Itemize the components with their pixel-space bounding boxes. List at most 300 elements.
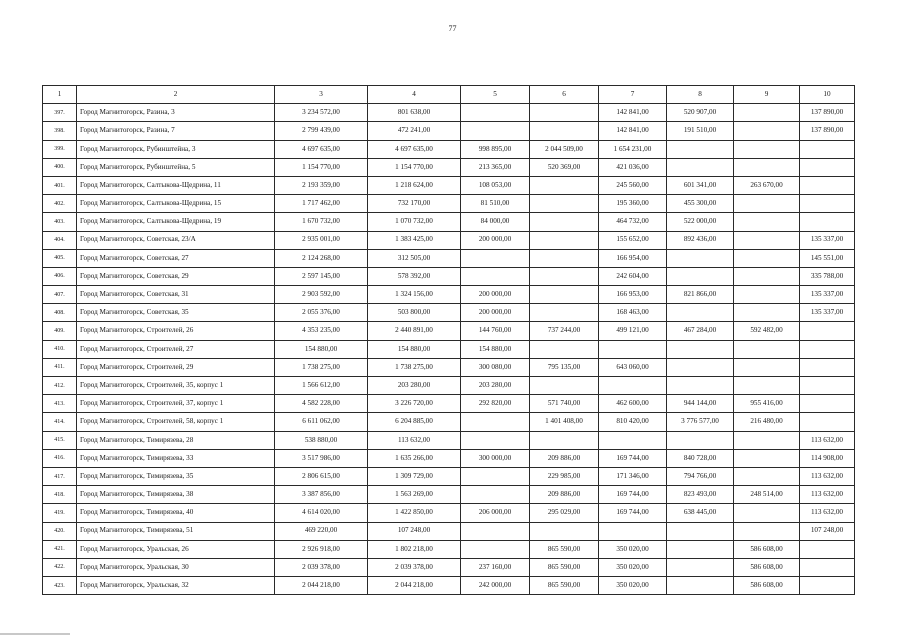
amount-cell: 840 728,00 <box>667 449 734 467</box>
table-body <box>43 104 855 595</box>
table-row <box>43 577 855 595</box>
table-row <box>43 158 855 176</box>
table-row <box>43 467 855 485</box>
amount-cell: 469 220,00 <box>275 522 368 540</box>
amount-cell: 1 422 850,00 <box>368 504 461 522</box>
address-cell: Город Магнитогорск, Разина, 7 <box>77 122 275 140</box>
amount-cell: 209 886,00 <box>530 486 599 504</box>
amount-cell <box>734 158 800 176</box>
amount-cell: 1 324 156,00 <box>368 286 461 304</box>
amount-cell: 1 218 624,00 <box>368 176 461 194</box>
amount-cell: 191 510,00 <box>667 122 734 140</box>
amount-cell: 1 383 425,00 <box>368 231 461 249</box>
amount-cell: 578 392,00 <box>368 267 461 285</box>
amount-cell <box>734 431 800 449</box>
amount-cell: 1 309 729,00 <box>368 467 461 485</box>
amount-cell <box>800 558 855 576</box>
table-row <box>43 122 855 140</box>
amount-cell <box>667 267 734 285</box>
amount-cell <box>461 249 530 267</box>
row-number-cell: 417. <box>43 467 77 485</box>
amount-cell: 795 135,00 <box>530 358 599 376</box>
table-row <box>43 286 855 304</box>
amount-cell: 113 632,00 <box>800 467 855 485</box>
row-number-cell: 411. <box>43 358 77 376</box>
amount-cell: 2 935 001,00 <box>275 231 368 249</box>
amount-cell: 137 890,00 <box>800 104 855 122</box>
amount-cell: 203 280,00 <box>368 377 461 395</box>
address-cell: Город Магнитогорск, Тимирязева, 38 <box>77 486 275 504</box>
amount-cell: 865 590,00 <box>530 577 599 595</box>
row-number-cell: 399. <box>43 140 77 158</box>
row-number-cell: 421. <box>43 540 77 558</box>
address-cell: Город Магнитогорск, Советская, 23/А <box>77 231 275 249</box>
amount-cell: 1 401 408,00 <box>530 413 599 431</box>
amount-cell <box>461 267 530 285</box>
amount-cell <box>530 340 599 358</box>
table-row <box>43 449 855 467</box>
amount-cell: 538 880,00 <box>275 431 368 449</box>
table-row <box>43 231 855 249</box>
amount-cell <box>800 176 855 194</box>
amount-cell: 1 563 269,00 <box>368 486 461 504</box>
amount-cell <box>461 486 530 504</box>
amount-cell <box>530 249 599 267</box>
amount-cell <box>667 431 734 449</box>
row-number-cell: 401. <box>43 176 77 194</box>
column-header-5: 5 <box>461 86 530 104</box>
amount-cell: 137 890,00 <box>800 122 855 140</box>
amount-cell: 154 880,00 <box>275 340 368 358</box>
row-number-cell: 415. <box>43 431 77 449</box>
amount-cell <box>734 504 800 522</box>
address-cell: Город Магнитогорск, Салтыкова-Щедрина, 11 <box>77 176 275 194</box>
address-cell: Город Магнитогорск, Советская, 35 <box>77 304 275 322</box>
amount-cell: 209 886,00 <box>530 449 599 467</box>
address-cell: Город Магнитогорск, Уральская, 30 <box>77 558 275 576</box>
amount-cell: 113 632,00 <box>800 486 855 504</box>
amount-cell <box>667 522 734 540</box>
row-number-cell: 420. <box>43 522 77 540</box>
amount-cell <box>667 340 734 358</box>
amount-cell: 135 337,00 <box>800 286 855 304</box>
amount-cell: 821 866,00 <box>667 286 734 304</box>
address-cell: Город Магнитогорск, Строителей, 37, корпус 1 <box>77 395 275 413</box>
column-header-3: 3 <box>275 86 368 104</box>
row-number-cell: 397. <box>43 104 77 122</box>
amount-cell: 312 505,00 <box>368 249 461 267</box>
amount-cell: 2 799 439,00 <box>275 122 368 140</box>
amount-cell: 455 300,00 <box>667 195 734 213</box>
amount-cell: 81 510,00 <box>461 195 530 213</box>
amount-cell: 499 121,00 <box>599 322 667 340</box>
amount-cell: 206 000,00 <box>461 504 530 522</box>
row-number-cell: 414. <box>43 413 77 431</box>
amount-cell <box>734 104 800 122</box>
amount-cell: 350 020,00 <box>599 577 667 595</box>
amount-cell: 200 000,00 <box>461 304 530 322</box>
amount-cell: 300 080,00 <box>461 358 530 376</box>
amount-cell <box>599 377 667 395</box>
address-cell: Город Магнитогорск, Салтыкова-Щедрина, 19 <box>77 213 275 231</box>
amount-cell: 586 608,00 <box>734 577 800 595</box>
amount-cell <box>734 267 800 285</box>
amount-cell: 2 039 378,00 <box>275 558 368 576</box>
amount-cell: 145 551,00 <box>800 249 855 267</box>
amount-cell: 1 635 266,00 <box>368 449 461 467</box>
amount-cell <box>800 358 855 376</box>
table-row <box>43 340 855 358</box>
amount-cell: 142 841,00 <box>599 104 667 122</box>
row-number-cell: 398. <box>43 122 77 140</box>
amount-cell: 2 926 918,00 <box>275 540 368 558</box>
row-number-cell: 402. <box>43 195 77 213</box>
amount-cell: 295 029,00 <box>530 504 599 522</box>
amount-cell: 2 044 218,00 <box>368 577 461 595</box>
amount-cell: 200 000,00 <box>461 286 530 304</box>
amount-cell <box>461 413 530 431</box>
row-number-cell: 407. <box>43 286 77 304</box>
column-header-1: 1 <box>43 86 77 104</box>
amount-cell <box>800 158 855 176</box>
amount-cell: 166 954,00 <box>599 249 667 267</box>
amount-cell: 794 766,00 <box>667 467 734 485</box>
amount-cell: 865 590,00 <box>530 558 599 576</box>
amount-cell: 2 806 615,00 <box>275 467 368 485</box>
amount-cell <box>530 267 599 285</box>
amount-cell: 1 154 770,00 <box>275 158 368 176</box>
amount-cell: 2 124 268,00 <box>275 249 368 267</box>
amount-cell <box>530 431 599 449</box>
amount-cell <box>800 140 855 158</box>
address-cell: Город Магнитогорск, Тимирязева, 33 <box>77 449 275 467</box>
amount-cell: 169 744,00 <box>599 504 667 522</box>
address-cell: Город Магнитогорск, Строителей, 29 <box>77 358 275 376</box>
amount-cell: 823 493,00 <box>667 486 734 504</box>
table-row <box>43 267 855 285</box>
row-number-cell: 410. <box>43 340 77 358</box>
amount-cell <box>800 195 855 213</box>
amount-cell <box>734 377 800 395</box>
amount-cell <box>667 304 734 322</box>
amount-cell <box>800 377 855 395</box>
amount-cell: 592 482,00 <box>734 322 800 340</box>
amount-cell: 242 000,00 <box>461 577 530 595</box>
amount-cell: 169 744,00 <box>599 486 667 504</box>
amount-cell: 113 632,00 <box>800 504 855 522</box>
address-cell: Город Магнитогорск, Тимирязева, 35 <box>77 467 275 485</box>
amount-cell: 350 020,00 <box>599 558 667 576</box>
table-row <box>43 358 855 376</box>
amount-cell: 216 480,00 <box>734 413 800 431</box>
column-header-10: 10 <box>800 86 855 104</box>
address-cell: Город Магнитогорск, Уральская, 32 <box>77 577 275 595</box>
amount-cell: 643 060,00 <box>599 358 667 376</box>
amount-cell: 586 608,00 <box>734 558 800 576</box>
row-number-cell: 413. <box>43 395 77 413</box>
table-row <box>43 540 855 558</box>
table-row <box>43 249 855 267</box>
amount-cell <box>530 195 599 213</box>
amount-cell: 3 776 577,00 <box>667 413 734 431</box>
amount-cell <box>530 522 599 540</box>
amount-cell: 113 632,00 <box>800 431 855 449</box>
amount-cell <box>734 358 800 376</box>
amount-cell <box>734 213 800 231</box>
amount-cell <box>667 540 734 558</box>
amount-cell <box>530 213 599 231</box>
amount-cell: 166 953,00 <box>599 286 667 304</box>
table-row <box>43 413 855 431</box>
amount-cell: 2 044 218,00 <box>275 577 368 595</box>
row-number-cell: 408. <box>43 304 77 322</box>
amount-cell: 1 738 275,00 <box>275 358 368 376</box>
amount-cell: 2 903 592,00 <box>275 286 368 304</box>
scan-artifact-mark <box>0 633 70 635</box>
amount-cell <box>734 304 800 322</box>
amount-cell <box>461 122 530 140</box>
amount-cell: 168 463,00 <box>599 304 667 322</box>
amount-cell: 6 611 062,00 <box>275 413 368 431</box>
amount-cell: 135 337,00 <box>800 304 855 322</box>
address-cell: Город Магнитогорск, Рубинштейна, 3 <box>77 140 275 158</box>
address-cell: Город Магнитогорск, Советская, 29 <box>77 267 275 285</box>
address-cell: Город Магнитогорск, Тимирязева, 51 <box>77 522 275 540</box>
amount-cell <box>461 522 530 540</box>
table-row <box>43 213 855 231</box>
amount-cell: 571 740,00 <box>530 395 599 413</box>
column-header-2: 2 <box>77 86 275 104</box>
amount-cell: 737 244,00 <box>530 322 599 340</box>
amount-cell <box>530 286 599 304</box>
amount-cell: 1 738 275,00 <box>368 358 461 376</box>
amount-cell: 1 154 770,00 <box>368 158 461 176</box>
amount-cell: 154 880,00 <box>461 340 530 358</box>
amount-cell <box>734 122 800 140</box>
address-cell: Город Магнитогорск, Строителей, 27 <box>77 340 275 358</box>
row-number-cell: 412. <box>43 377 77 395</box>
amount-cell <box>667 558 734 576</box>
row-number-cell: 409. <box>43 322 77 340</box>
amount-cell: 2 044 509,00 <box>530 140 599 158</box>
amount-cell <box>734 522 800 540</box>
row-number-cell: 400. <box>43 158 77 176</box>
table-row <box>43 195 855 213</box>
amount-cell: 242 604,00 <box>599 267 667 285</box>
amount-cell: 203 280,00 <box>461 377 530 395</box>
amount-cell <box>667 158 734 176</box>
amount-cell <box>800 340 855 358</box>
row-number-cell: 419. <box>43 504 77 522</box>
amount-cell <box>734 286 800 304</box>
amount-cell <box>800 577 855 595</box>
row-number-cell: 406. <box>43 267 77 285</box>
amount-cell: 114 908,00 <box>800 449 855 467</box>
amount-cell <box>667 377 734 395</box>
amount-cell: 350 020,00 <box>599 540 667 558</box>
address-cell: Город Магнитогорск, Уральская, 26 <box>77 540 275 558</box>
column-header-8: 8 <box>667 86 734 104</box>
table-row <box>43 322 855 340</box>
amount-cell <box>530 304 599 322</box>
amount-cell: 292 820,00 <box>461 395 530 413</box>
amount-cell: 6 204 885,00 <box>368 413 461 431</box>
amount-cell <box>461 431 530 449</box>
address-cell: Город Магнитогорск, Советская, 27 <box>77 249 275 267</box>
amount-cell: 335 788,00 <box>800 267 855 285</box>
amount-cell <box>734 231 800 249</box>
amount-cell: 4 582 228,00 <box>275 395 368 413</box>
amount-cell: 955 416,00 <box>734 395 800 413</box>
amount-cell: 229 985,00 <box>530 467 599 485</box>
address-cell: Город Магнитогорск, Строителей, 26 <box>77 322 275 340</box>
table-row <box>43 140 855 158</box>
row-number-cell: 405. <box>43 249 77 267</box>
amount-cell: 154 880,00 <box>368 340 461 358</box>
amount-cell: 2 597 145,00 <box>275 267 368 285</box>
amount-cell: 142 841,00 <box>599 122 667 140</box>
amount-cell: 586 608,00 <box>734 540 800 558</box>
amount-cell: 1 717 462,00 <box>275 195 368 213</box>
amount-cell <box>734 249 800 267</box>
amount-cell: 732 170,00 <box>368 195 461 213</box>
amount-cell: 108 053,00 <box>461 176 530 194</box>
amount-cell: 155 652,00 <box>599 231 667 249</box>
amount-cell: 2 193 359,00 <box>275 176 368 194</box>
amount-cell: 135 337,00 <box>800 231 855 249</box>
amount-cell <box>599 340 667 358</box>
amount-cell: 522 000,00 <box>667 213 734 231</box>
address-cell: Город Магнитогорск, Тимирязева, 28 <box>77 431 275 449</box>
amount-cell: 4 697 635,00 <box>368 140 461 158</box>
amount-cell: 3 517 986,00 <box>275 449 368 467</box>
column-header-4: 4 <box>368 86 461 104</box>
table-row <box>43 431 855 449</box>
repair-register-table <box>42 85 855 595</box>
amount-cell: 237 160,00 <box>461 558 530 576</box>
table-row <box>43 304 855 322</box>
amount-cell: 638 445,00 <box>667 504 734 522</box>
address-cell: Город Магнитогорск, Тимирязева, 40 <box>77 504 275 522</box>
amount-cell: 2 440 891,00 <box>368 322 461 340</box>
amount-cell <box>461 104 530 122</box>
amount-cell: 865 590,00 <box>530 540 599 558</box>
amount-cell: 1 802 218,00 <box>368 540 461 558</box>
amount-cell: 213 365,00 <box>461 158 530 176</box>
amount-cell: 601 341,00 <box>667 176 734 194</box>
amount-cell <box>530 377 599 395</box>
amount-cell: 245 560,00 <box>599 176 667 194</box>
amount-cell: 810 420,00 <box>599 413 667 431</box>
amount-cell: 113 632,00 <box>368 431 461 449</box>
amount-cell <box>530 176 599 194</box>
amount-cell: 144 760,00 <box>461 322 530 340</box>
address-cell: Город Магнитогорск, Строителей, 35, корпус 1 <box>77 377 275 395</box>
amount-cell <box>461 467 530 485</box>
amount-cell: 84 000,00 <box>461 213 530 231</box>
amount-cell <box>530 104 599 122</box>
amount-cell <box>530 231 599 249</box>
amount-cell <box>734 449 800 467</box>
column-header-7: 7 <box>599 86 667 104</box>
amount-cell <box>667 577 734 595</box>
amount-cell: 421 036,00 <box>599 158 667 176</box>
amount-cell: 248 514,00 <box>734 486 800 504</box>
amount-cell: 1 670 732,00 <box>275 213 368 231</box>
amount-cell <box>667 249 734 267</box>
row-number-cell: 404. <box>43 231 77 249</box>
amount-cell <box>734 467 800 485</box>
amount-cell <box>800 322 855 340</box>
amount-cell: 107 248,00 <box>368 522 461 540</box>
amount-cell <box>800 395 855 413</box>
amount-cell: 3 387 856,00 <box>275 486 368 504</box>
address-cell: Город Магнитогорск, Советская, 31 <box>77 286 275 304</box>
amount-cell <box>461 540 530 558</box>
amount-cell <box>530 122 599 140</box>
amount-cell: 892 436,00 <box>667 231 734 249</box>
address-cell: Город Магнитогорск, Рубинштейна, 5 <box>77 158 275 176</box>
table-row <box>43 176 855 194</box>
table-row <box>43 395 855 413</box>
amount-cell: 472 241,00 <box>368 122 461 140</box>
amount-cell: 464 732,00 <box>599 213 667 231</box>
amount-cell: 1 566 612,00 <box>275 377 368 395</box>
header-row <box>43 86 855 104</box>
amount-cell: 944 144,00 <box>667 395 734 413</box>
table-row <box>43 486 855 504</box>
amount-cell <box>800 213 855 231</box>
amount-cell: 300 000,00 <box>461 449 530 467</box>
amount-cell: 503 800,00 <box>368 304 461 322</box>
amount-cell: 520 369,00 <box>530 158 599 176</box>
amount-cell: 520 907,00 <box>667 104 734 122</box>
amount-cell: 3 234 572,00 <box>275 104 368 122</box>
column-header-6: 6 <box>530 86 599 104</box>
amount-cell: 169 744,00 <box>599 449 667 467</box>
amount-cell: 4 697 635,00 <box>275 140 368 158</box>
row-number-cell: 423. <box>43 577 77 595</box>
address-cell: Город Магнитогорск, Строителей, 58, корпус 1 <box>77 413 275 431</box>
page-number: 77 <box>448 24 457 33</box>
address-cell: Город Магнитогорск, Разина, 3 <box>77 104 275 122</box>
table-row <box>43 104 855 122</box>
amount-cell <box>734 340 800 358</box>
amount-cell <box>800 540 855 558</box>
amount-cell: 801 638,00 <box>368 104 461 122</box>
amount-cell: 998 895,00 <box>461 140 530 158</box>
amount-cell: 4 353 235,00 <box>275 322 368 340</box>
amount-cell <box>800 413 855 431</box>
amount-cell: 1 654 231,00 <box>599 140 667 158</box>
address-cell: Город Магнитогорск, Салтыкова-Щедрина, 15 <box>77 195 275 213</box>
row-number-cell: 416. <box>43 449 77 467</box>
amount-cell <box>599 522 667 540</box>
row-number-cell: 403. <box>43 213 77 231</box>
table-row <box>43 522 855 540</box>
amount-cell <box>734 195 800 213</box>
row-number-cell: 422. <box>43 558 77 576</box>
amount-cell: 4 614 020,00 <box>275 504 368 522</box>
amount-cell <box>734 140 800 158</box>
amount-cell: 2 055 376,00 <box>275 304 368 322</box>
table-row <box>43 504 855 522</box>
amount-cell: 263 670,00 <box>734 176 800 194</box>
table-row <box>43 377 855 395</box>
amount-cell: 107 248,00 <box>800 522 855 540</box>
amount-cell: 171 346,00 <box>599 467 667 485</box>
amount-cell: 467 284,00 <box>667 322 734 340</box>
